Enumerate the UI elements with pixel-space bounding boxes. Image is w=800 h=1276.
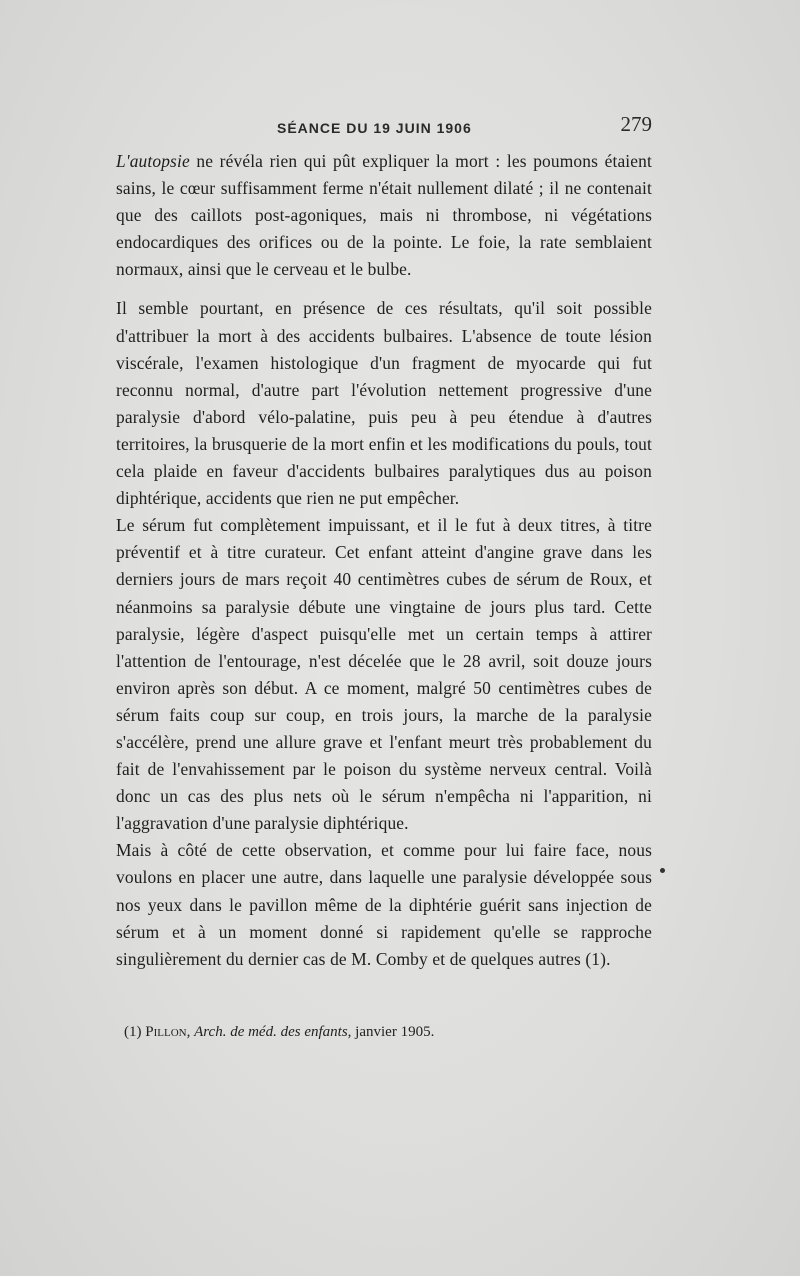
paragraph-autopsie (116, 148, 652, 283)
page-number: 279 (620, 112, 652, 136)
footnote (124, 1024, 434, 1041)
footnote-journal: Arch. de méd. des enfants, (194, 1024, 352, 1040)
paragraph-bulbaire: Il semble pourtant, en présence de ces résultats, qu'il soit possible d'attribuer la mort à des accidents bulbaires. L'absence de toute lésion viscérale, l'examen histologique d'un fragment de myocarde qui fut reconnu normal, d'autre part l'évolution nettement progressive d'une paralysie d'abord vélo-palatine, puis peu à peu étendue à d'autres territoires, la brusquerie de la mort enfin et les modifications du pouls, tout cela plaide en faveur d'accidents bulbaires paralytiques dus au poison diphtérique, accidents que rien ne put empêcher. (116, 298, 652, 509)
footnote-date: janvier 1905. (355, 1024, 435, 1040)
paragraph-serum: Le sérum fut complètement impuissant, et il le fut à deux titres, à titre préventif et à titre curateur. Cet enfant atteint d'angine grave dans les derniers jours de mars reçoit 40 centimètres cubes de sérum de Roux, et néanmoins sa paralysie débute une vingtaine de jours plus tard. Cette paralysie, légère d'aspect puisqu'elle met un certain temps à attirer l'attention de l'entourage, n'est décelée que le 28 avril, soit douze jours environ après son début. A ce moment, malgré 50 centimètres cubes de sérum faits coup sur coup, en trois jours, la marche de la paralysie s'accélère, prend une allure grave et l'enfant meurt très probablement du fait de l'envahissement par le poison du système nerveux central. Voilà donc un cas des plus nets où le sérum n'empêcha ni l'apparition, ni l'aggravation d'une paralysie diphtérique. (116, 515, 652, 834)
body-text (116, 148, 652, 973)
paragraph-observation: Mais à côté de cette observation, et comme pour lui faire face, nous voulons en placer une autre, dans laquelle une paralysie développée sous nos yeux dans le pavillon même de la diphtérie guérit sans injection de sérum et à un moment donné si rapidement qu'elle se rapproche singulièrement du dernier cas de M. Comby et de quelques autres (1). (116, 840, 652, 969)
running-head: SÉANCE DU 19 JUIN 1906 (277, 120, 472, 136)
page-header (117, 112, 652, 140)
paragraph-text: ne révéla rien qui pût expliquer la mort : les poumons étaient sains, le cœur suffisamment ferme n'était nullement dilaté ; il ne contenait que des caillots post-agoniques, mais ni thrombose, ni végétations endocardiques des orifices ou de la pointe. Le foie, la rate semblaient normaux, ainsi que le cerveau et le bulbe. (116, 151, 652, 280)
margin-mark (660, 868, 665, 873)
footnote-marker: (1) (124, 1024, 142, 1040)
paragraph-lead-italic: L'autopsie (116, 151, 190, 171)
footnote-author: Pillon, (145, 1024, 191, 1040)
